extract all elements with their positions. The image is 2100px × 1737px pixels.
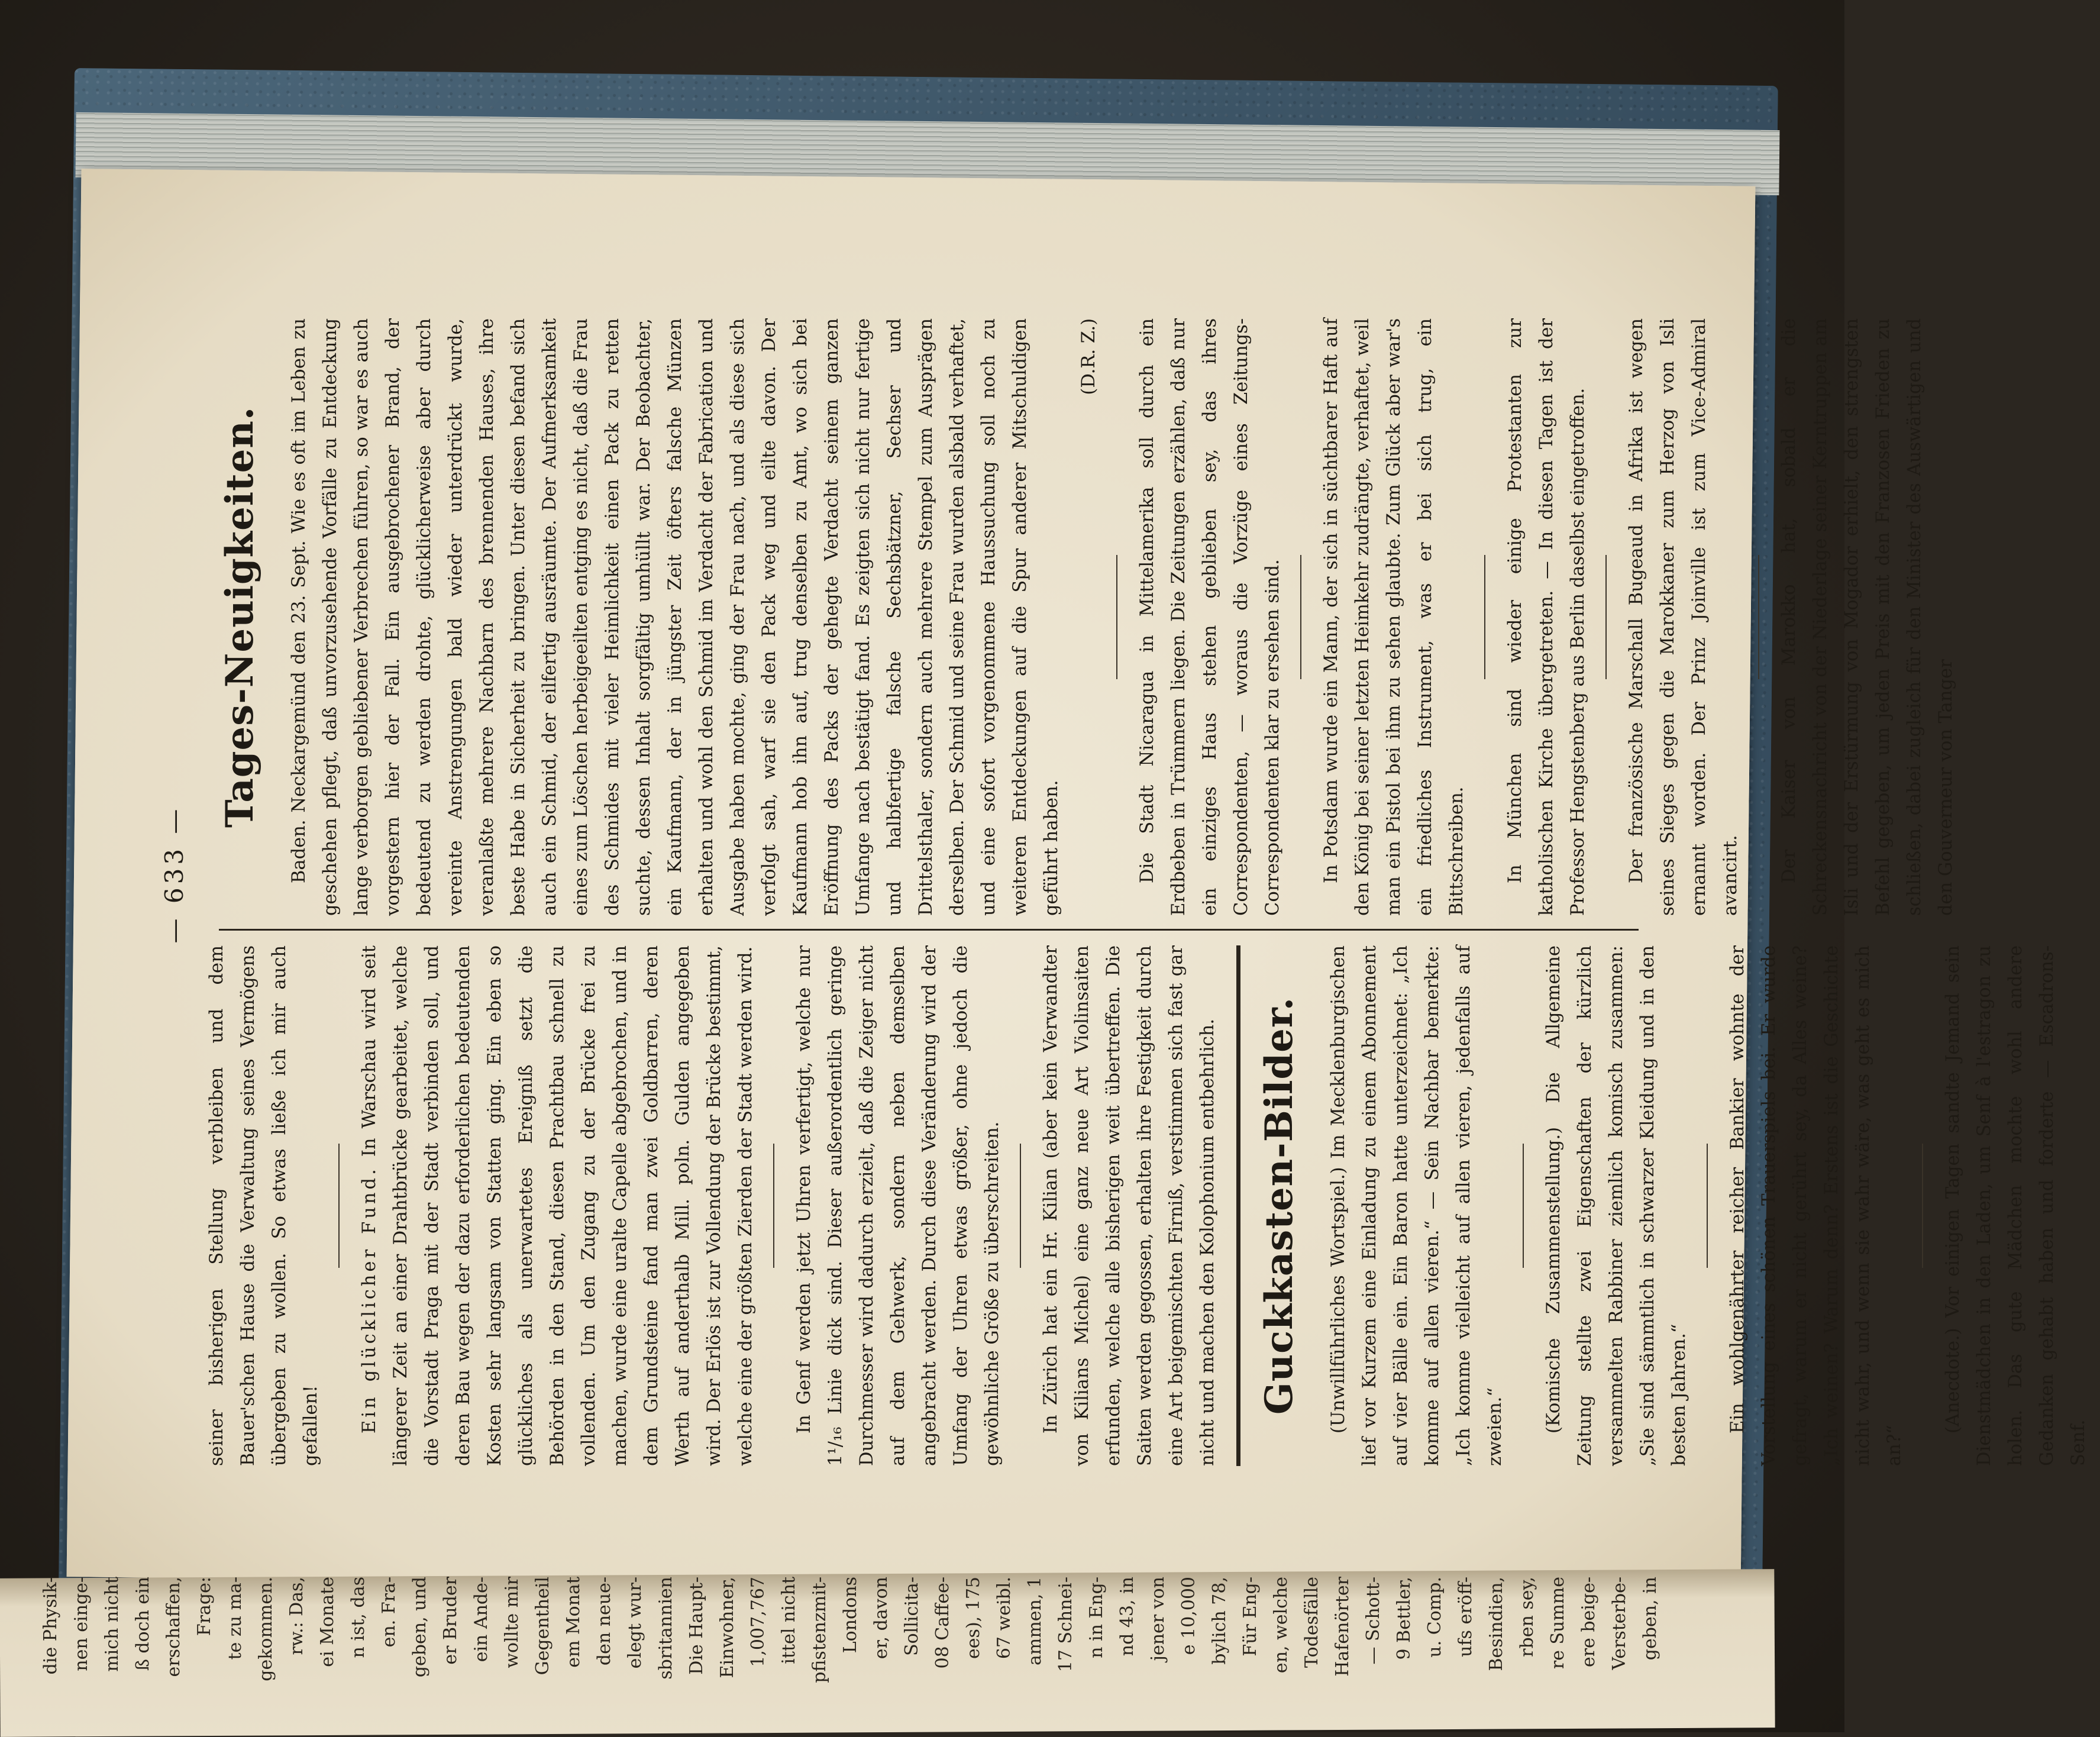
zuerich-paragraph: In Zürich hat ein Hr. Kilian (aber kein Verwandter von Kilians Michel) eine ganz neue Art Violinsaiten erfunden, welche alle bisherigen weit übertreffen. Die Saiten werden gegossen, erhalten ihre Festigkeit durch eine Art beigemischten Firniß, verstimmen sich fast gar nicht und machen den Kolophonium entbehrlich. (1041, 945, 1218, 1466)
facing-page-line: Sollicita- (902, 1577, 922, 1656)
facing-page-line: 17 Schnei- (1055, 1577, 1076, 1673)
facing-page-line: Einwohner, (717, 1577, 738, 1678)
facing-page-line: gekommen. (256, 1577, 276, 1681)
facing-page-line: den neue- (594, 1577, 615, 1666)
separator (1922, 1144, 1923, 1268)
section-rule (1236, 945, 1240, 1466)
facing-page-line: en, welche (1271, 1577, 1291, 1674)
facing-page-line: 67 weibl. (994, 1577, 1015, 1659)
facing-page-line: Todesfälle (1301, 1577, 1322, 1668)
facing-page-line: nen einge- (71, 1577, 92, 1671)
facing-page-line: sbritannien (655, 1577, 676, 1680)
facing-page-line: nd 43, in (1117, 1577, 1138, 1657)
facing-page-line: mich nicht (102, 1577, 122, 1672)
separator (1020, 1144, 1021, 1268)
page-content (160, 283, 2089, 1466)
muenchen-paragraph: In München sind wieder einige Protestanten zur katholischen Kirche übergetreten. — In diesen Tagen ist der Professor Hengstenberg aus Berlin daselbst eingetroffen. (1505, 318, 1588, 916)
separator (1300, 555, 1301, 679)
wortspiel-paragraph: (Unwillführliches Wortspiel.) Im Mecklenburgischen lief vor Kurzem eine Einladung zu einem Abonnement auf vier Bälle ein. Ein Baron hatte unterzeichnet: „Ich komme auf allen vieren.“ — Sein Nachbar bemerkte: „Ich komme vielleicht auf allen vieren, jedenfalls auf zweien.“ (1328, 945, 1505, 1466)
facing-page-line: — Schott- (1363, 1577, 1384, 1665)
facing-page-line: u. Comp. (1424, 1577, 1445, 1658)
facing-page-line: Besindien, (1486, 1577, 1507, 1671)
bankier-paragraph: Ein wohlgenährter reicher Bankier wohnte der Vorstellung eines schönen Trauerspiels bei. Er wurde gefragt, warum er nicht gerührt sey, da Alles weine? „Ich weinen? Warum denn? Erstens ist die Geschichte nicht wahr, und wenn sie wahr wäre, was geht es mich an?“ (1727, 945, 1905, 1466)
separator (1605, 555, 1607, 679)
separator (1484, 555, 1485, 679)
facing-page-line: geben, in (1640, 1577, 1660, 1661)
facing-page-line: er Bruder (440, 1577, 461, 1665)
facing-page-line: wollte mir (502, 1577, 522, 1668)
anecdote-paragraph: (Anecdote.) Vor einigen Tagen sandte Jemand sein Dienstmädchen in den Laden, um Senf à l'estragon zu holen. Das gute Mädchen mochte wohl andere Gedanken gehabt haben und forderte — Escadrons-Senf. (1943, 945, 2089, 1466)
guckkasten-heading: Guckkasten-Bilder. (1257, 996, 1301, 1415)
fund-body: In Warschau wird seit längerer Zeit an einer Drahtbrücke gearbeitet, welche die Vorstadt Praga mit der Stadt verbinden soll, und deren Bau wegen der dazu erforderlichen bedeutenden Kosten sehr langsam von Statten ging. Ein eben so glückliches als unerwartetes Ereigniß setzt die Behörden in den Stand, diesen Prachtbau schnell zu vollenden. Um den Zugang zu der Brücke frei zu machen, wurde eine uralte Capelle abgebrochen, und in dem Grundsteine fand man zwei Goldbarren, deren Werth auf anderthalb Mill. poln. Gulden angegeben wird. Der Erlös ist zur Vollendung der Brücke bestimmt, welche eine der größten Zierden der Stadt werden wird. (359, 945, 756, 1466)
facing-page-line: n ist, das (348, 1577, 369, 1658)
nicaragua-paragraph: Die Stadt Nicaragua in Mittelamerika soll durch ein Erdbeben in Trümmern liegen. Die Zeitungen erzählen, daß nur ein einziges Haus stehen geblieben sey, das ihres Correspondenten, — woraus die Vorzüge eines Zeitungs-Correspondenten klar zu ersehen sind. (1137, 318, 1283, 916)
right-column (201, 318, 1967, 916)
bugeaud-paragraph: Der französische Marschall Bugeaud in Afrika ist wegen seines Sieges gegen die Marokkaner zum Herzog von Isli ernannt worden. Der Prinz Joinville ist zum Vice-Admiral avancirt. (1626, 318, 1741, 916)
facing-page-line: ees), 175 (963, 1577, 984, 1659)
separator (1707, 1144, 1708, 1268)
column-divider (219, 929, 1639, 931)
facing-page-text (35, 1577, 1660, 1730)
facing-page-line: geben, und (409, 1577, 430, 1678)
fund-title: Ein glücklicher Fund. (359, 1166, 380, 1433)
facing-page-line: re Summe (1547, 1577, 1568, 1670)
baden-source: (D.R. Z.) (1078, 318, 1099, 395)
facing-page-line: en. Fra- (379, 1577, 399, 1648)
left-column (201, 945, 2100, 1466)
facing-page-line: ß doch ein (133, 1577, 153, 1671)
facing-page-line: ein Ande- (471, 1577, 492, 1662)
page-number: — 633 — (160, 805, 189, 944)
facing-page-line: ei Monate (317, 1577, 338, 1667)
facing-page-line: n in Eng- (1086, 1577, 1107, 1658)
komisch-paragraph: (Komische Zusammenstellung.) Die Allgemeine Zeitung stellte zwei Eigenschaften der kürzlich versammelten Rabbiner ziemlich komisch zusammen: „Sie sind sämmtlich in schwarzer Kleidung und in den besten Jahren.“ (1543, 945, 1689, 1466)
facing-page-line: er, davon (871, 1577, 891, 1659)
separator (1758, 555, 1759, 679)
facing-page-line: 9 Bettler, (1394, 1577, 1414, 1660)
facing-page-line: rben sey, (1517, 1577, 1537, 1657)
genf-paragraph: In Genf werden jetzt Uhren verfertigt, welche nur 1¹/₁₆ Linie dick sind. Dieser außerordentlich geringe Durchmesser wird dadurch erzielt, daß die Zeiger nicht auf dem Gehwerk, sondern neben demselben angebracht werden. Durch diese Veränderung wird der Umfang der Uhren etwas größer, ohne jedoch die gewöhnliche Größe zu überschreiten. (794, 945, 1003, 1466)
facing-page-line: Londons (840, 1577, 861, 1654)
facing-page-line: bylich 78, (1209, 1577, 1230, 1665)
facing-page-line: rw.: Das, (286, 1577, 307, 1655)
fund-paragraph (354, 945, 761, 1466)
potsdam-paragraph: In Potsdam wurde ein Mann, der sich in süchtbarer Haft auf den König bei seiner letzten Heimkehr zudrängte, verhaftet, weil man ein Pistol bei ihm zu sehen glaubte. Zum Glück aber war's ein friedliches Instrument, was er bei sich trug, ein Bittschreiben. (1321, 318, 1467, 916)
facing-page-line: Gegentheil (532, 1577, 553, 1675)
facing-page-line: 08 Caffee- (932, 1577, 953, 1669)
facing-page-line: Die Haupt- (686, 1577, 707, 1675)
facing-page-line: Frage: (194, 1577, 215, 1636)
separator (1116, 555, 1117, 679)
tages-heading: Tages-Neuigkeiten. (218, 406, 262, 828)
facing-page-line: elegt wur- (625, 1577, 645, 1669)
facing-page-line: Für Eng- (1240, 1577, 1261, 1657)
facing-page-line: erschaffen, (163, 1577, 184, 1677)
facing-page-line: pfistenzmit- (809, 1577, 830, 1683)
facing-page-line: ittel nicht (778, 1577, 799, 1664)
facing-page-line: die Physik- (40, 1577, 61, 1675)
baden-paragraph: Baden. Neckargemünd den 23. Sept. Wie es oft im Leben zu geschehen pflegt, daß unvorzusehende Vorfälle zu Entdeckung lange verborgen gebliebener Verbrechen führen, so war es auch vorgestern hier der Fall. Ein ausgebrochener Brand, der bedeutend zu werden drohte, glücklicherweise aber durch vereinte Anstrengungen bald wieder unterdrückt wurde, veranlaßte mehrere Nachbarn des brennenden Hauses, ihre beste Habe in Sicherheit zu bringen. Unter diesen befand sich auch ein Schmid, der eilfertig ausräumte. Der Aufmerksamkeit eines zum Löschen herbeigeeilten entging es nicht, daß die Frau des Schmides mit vieler Heimlichkeit einen Pack zu retten suchte, dessen Inhalt sorgfältig umhüllt war. Der Beobachter, ein Kaufmann, der in jüngster Zeit öfters falsche Münzen erhalten und wohl den Schmid im Verdacht der Fabrication und Ausgabe haben mochte, ging der Frau nach, und als diese sich verfolgt sah, warf sie den Pack weg und eilte davon. Der Kaufmann hob ihn auf, trug denselben zu Amt, wo sich bei Eröffnung des Packs der gehegte Verdacht seinem ganzen Umfange nach bestätigt fand. Es zeigten sich nicht nur fertige und halbfertige falsche Sechsbätzner, Sechser und Drittelsthaler, sondern auch mehrere Stempel zum Ausprägen derselben. Der Schmid und seine Frau wurden alsbald verhaftet, und eine sofort vorgenommene Haussuchung soll noch zu weiteren Entdeckungen auf die Spur anderer Mitschuldigen geführt haben. (289, 318, 1062, 916)
facing-page-line: em Monat (563, 1577, 584, 1668)
facing-page-line: ufs eröff- (1455, 1577, 1476, 1657)
separator (338, 1144, 340, 1268)
facing-page-line: ammen, 1 (1025, 1577, 1045, 1666)
facing-page-line: Versterbe- (1609, 1577, 1630, 1670)
facing-page-line: jener von (1148, 1577, 1168, 1661)
separator (773, 1144, 774, 1268)
facing-page-line: 1,007,767 (748, 1577, 768, 1667)
facing-page-line: te zu ma- (225, 1577, 245, 1660)
facing-page-line: Hafenörter (1332, 1577, 1353, 1677)
facing-page-line: e 10,000 (1178, 1577, 1199, 1655)
marokko-paragraph: Der Kaiser von Marokko hat, sobald er die Schreckensnachricht von der Niederlage seiner Kerntruppen am Isli und der Erstürmung von Mogador erhielt, den strengsten Befehl gegeben, um jeden Preis mit den Franzosen Frieden zu schließen, dabei zugleich für den Minister des Auswärtigen und den Gouverneur von Tanger (1779, 318, 1956, 916)
facing-page-line: ere beige- (1578, 1577, 1599, 1668)
separator (1523, 1144, 1524, 1268)
intro-paragraph: seiner bisherigen Stellung verbleiben und dem Bauer'schen Hause die Verwaltung seines Vermögens übergeben zu wollen. So etwas ließe ich mir auch gefallen! (206, 945, 321, 1466)
